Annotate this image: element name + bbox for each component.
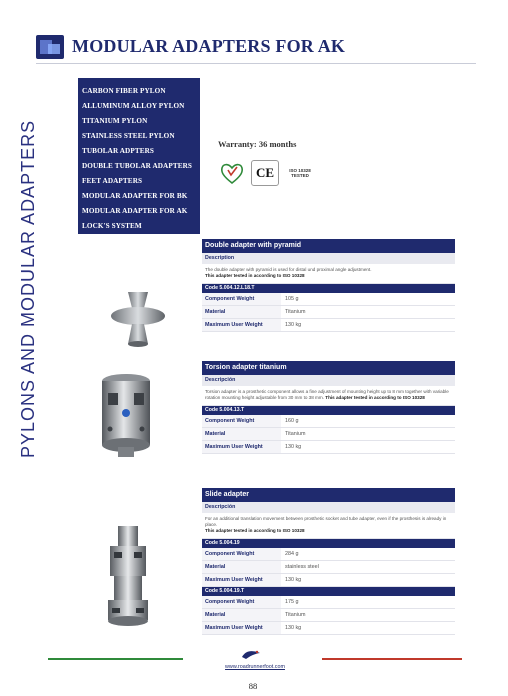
product-code-titanium: Code 5.004.19.T (202, 587, 455, 596)
spec-value: 130 kg (285, 625, 302, 631)
spec-value: 105 g (285, 296, 299, 302)
spec-value: Titanium (285, 431, 306, 437)
brand-logo-icon (36, 35, 64, 59)
product-card-torsion-adapter (202, 361, 455, 454)
iso-tested-label: TESTED (291, 173, 309, 178)
quality-heart-icon (219, 160, 245, 186)
product-title: Torsion adapter titanium (202, 361, 455, 375)
spec-label: Maximum User Weight (202, 319, 281, 331)
spec-row-material (202, 428, 455, 441)
spec-value: 284 g (285, 551, 299, 557)
description-heading: Descripción (202, 375, 455, 386)
iso-standard-label: ISO 10328 (289, 168, 311, 173)
spec-value: 160 g (285, 418, 299, 424)
menu-item-double-tubular-adapters[interactable]: DOUBLE TUBOLAR ADAPTERS (82, 162, 193, 170)
menu-item-aluminum-pylon[interactable]: ALLUMINUM ALLOY PYLON (82, 102, 185, 110)
ce-mark: CE (251, 160, 279, 186)
spec-value: 130 kg (285, 322, 302, 328)
iso-statement: This adapter tested in according to ISO 10328 (205, 528, 305, 533)
iso-tested-badge (285, 160, 315, 186)
spec-label: Maximum User Weight (202, 441, 281, 453)
slide-adapter-image (98, 524, 158, 632)
product-description (202, 386, 455, 406)
double-adapter-pyramid-image (108, 288, 168, 350)
spec-label: Component Weight (202, 415, 281, 427)
spec-value: 175 g (285, 599, 299, 605)
spec-label: Component Weight (202, 293, 281, 305)
menu-item-locks-system[interactable]: LOCK'S SYSTEM (82, 222, 142, 230)
spec-row-max-user-weight (202, 319, 455, 332)
spec-value: Titanium (285, 309, 306, 315)
spec-row-material (202, 561, 455, 574)
spec-label: Maximum User Weight (202, 574, 281, 586)
spec-row-weight (202, 548, 455, 561)
spec-row-max-user-weight (202, 441, 455, 454)
product-code: Code 5.004.19 (202, 539, 455, 548)
spec-label: Material (202, 306, 281, 318)
menu-item-modular-adapter-ak[interactable]: MODULAR ADAPTER FOR AK (82, 207, 188, 215)
iso-statement: This adapter tested in according to ISO 10328 (205, 273, 305, 278)
description-heading: Descripción (202, 502, 455, 513)
spec-row-material (202, 306, 455, 319)
spec-row-weight (202, 293, 455, 306)
section-vertical-title: PYLONS AND MODULAR ADAPTERS (18, 119, 38, 458)
warranty-text: Warranty: 36 months (218, 139, 297, 149)
iso-statement: This adapter tested in according to ISO 10328 (324, 395, 425, 400)
roadrunner-logo-icon (240, 648, 262, 660)
spec-row-weight (202, 596, 455, 609)
spec-label: Material (202, 609, 281, 621)
footer-rule-green (48, 658, 183, 660)
spec-row-material (202, 609, 455, 622)
product-card-slide-adapter (202, 488, 455, 635)
spec-value: stainless steel (285, 564, 319, 570)
product-code: Code 5.004.13.T (202, 406, 455, 415)
description-text: For an additional translation movement between prosthetic socket and tube adapter, even if the prosthesis is already in place. (205, 516, 447, 527)
description-text: The double adapter with pyramid is used for distal und proximal angle adjustment. (205, 267, 372, 272)
spec-row-max-user-weight (202, 622, 455, 635)
menu-item-modular-adapter-bk[interactable]: MODULAR ADAPTER FOR BK (82, 192, 188, 200)
product-code: Code 5.004.12.L18.T (202, 284, 455, 293)
description-heading: Description (202, 253, 455, 264)
product-description (202, 264, 455, 284)
spec-label: Material (202, 561, 281, 573)
spec-label: Maximum User Weight (202, 622, 281, 634)
spec-value: 130 kg (285, 577, 302, 583)
title-divider (36, 63, 476, 64)
category-menu (78, 78, 200, 234)
spec-label: Material (202, 428, 281, 440)
spec-label: Component Weight (202, 596, 281, 608)
website-link[interactable]: www.roadrunnerfoot.com (225, 664, 285, 670)
page-title: MODULAR ADAPTERS FOR AK (72, 36, 346, 56)
spec-row-max-user-weight (202, 574, 455, 587)
product-title: Slide adapter (202, 488, 455, 502)
spec-row-weight (202, 415, 455, 428)
page-number: 88 (248, 681, 258, 691)
product-title: Double adapter with pyramid (202, 239, 455, 253)
menu-item-stainless-pylon[interactable]: STAINLESS STEEL PYLON (82, 132, 175, 140)
spec-value: 130 kg (285, 444, 302, 450)
product-description (202, 513, 455, 539)
description-text: Torsion adapter is a prosthetic component allows a fine adjustment of mounting height up to 8 mm together with variable rotation mounting height adjustable from 30 mm to 38 mm. (205, 389, 449, 400)
spec-value: Titanium (285, 612, 306, 618)
certification-marks (219, 160, 315, 186)
menu-item-carbon-fiber-pylon[interactable]: CARBON FIBER PYLON (82, 87, 166, 95)
torsion-adapter-image (88, 371, 164, 463)
menu-item-tubular-adapters[interactable]: TUBOLAR ADPTERS (82, 147, 154, 155)
spec-label: Component Weight (202, 548, 281, 560)
menu-item-feet-adapters[interactable]: FEET ADAPTERS (82, 177, 143, 185)
menu-item-titanium-pylon[interactable]: TITANIUM PYLON (82, 117, 148, 125)
product-card-double-adapter (202, 239, 455, 332)
footer-rule-red (322, 658, 462, 660)
